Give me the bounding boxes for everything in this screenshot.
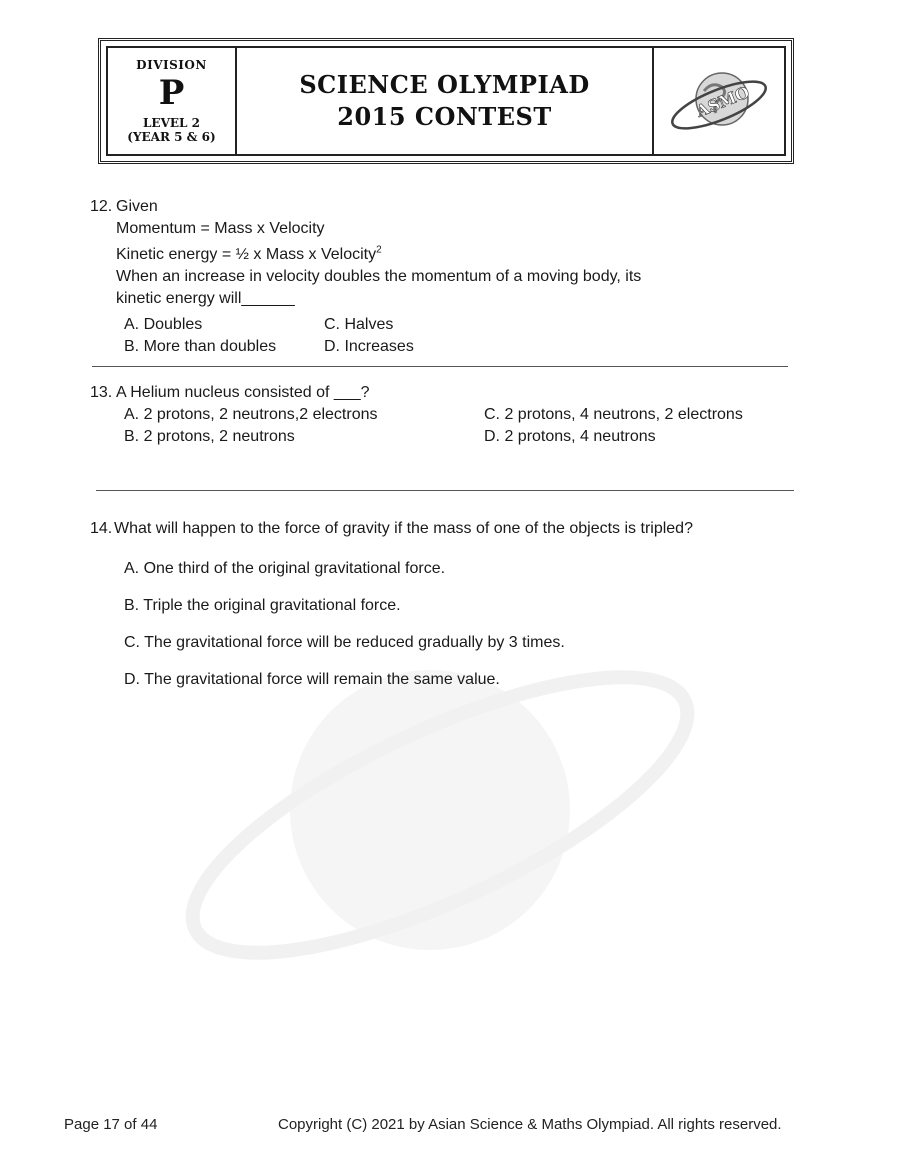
- copyright-notice: Copyright (C) 2021 by Asian Science & Maths Olympiad. All rights reserved.: [278, 1116, 782, 1133]
- answer-option[interactable]: A. Doubles: [124, 316, 203, 333]
- answer-option[interactable]: A. 2 protons, 2 neutrons,2 electrons: [124, 406, 378, 423]
- title-line-2: 2015 CONTEST: [337, 102, 552, 131]
- page-number: Page 17 of 44: [64, 1116, 158, 1133]
- svg-text:ASMO: ASMO: [693, 82, 753, 121]
- answer-option[interactable]: B. More than doubles: [124, 338, 277, 355]
- logo-box: [654, 48, 784, 154]
- asmo-logo-icon: [664, 61, 774, 141]
- answer-option[interactable]: D. 2 protons, 4 neutrons: [484, 428, 656, 445]
- question-text: When an increase in velocity doubles the momentum of a moving body, its: [116, 268, 642, 285]
- answer-option[interactable]: B. 2 protons, 2 neutrons: [124, 428, 295, 445]
- answer-option[interactable]: C. 2 protons, 4 neutrons, 2 electrons: [484, 406, 743, 423]
- question-text: What will happen to the force of gravity if the mass of one of the objects is tripled?: [114, 520, 693, 537]
- question-number: 12.: [90, 198, 113, 215]
- question-13: [90, 382, 743, 448]
- title-line-1: SCIENCE OLYMPIAD: [299, 70, 590, 99]
- answer-option[interactable]: C. The gravitational force will be reduced gradually by 3 times.: [124, 634, 565, 651]
- question-number: 13.: [90, 384, 113, 401]
- formula-kinetic-energy: Kinetic energy = ½ x Mass x Velocity$^2$: [116, 244, 382, 263]
- question-14: [90, 518, 693, 691]
- question-text: A Helium nucleus consisted of ___?: [116, 384, 370, 401]
- formula-momentum: Momentum = Mass x Velocity: [116, 220, 325, 237]
- answer-option[interactable]: B. Triple the original gravitational force.: [124, 597, 401, 614]
- question-number: 14.: [90, 520, 113, 537]
- division-label: DIVISION: [136, 58, 207, 72]
- level-line-1: LEVEL 2: [142, 116, 200, 130]
- separator-line: [96, 490, 794, 491]
- question-text-cont: kinetic energy will______: [116, 290, 295, 307]
- answer-option[interactable]: A. One third of the original gravitational force.: [124, 560, 446, 577]
- answer-option[interactable]: D. Increases: [324, 338, 414, 355]
- answer-option[interactable]: C. Halves: [324, 316, 394, 333]
- division-box: [108, 48, 237, 154]
- answer-option[interactable]: D. The gravitational force will remain the same value.: [124, 671, 500, 688]
- header-inner-frame: [106, 46, 786, 156]
- question-lead: Given: [116, 198, 158, 215]
- division-letter: P: [158, 73, 185, 113]
- level-line-2: (YEAR 5 & 6): [127, 130, 216, 144]
- separator-line: [92, 366, 788, 367]
- contest-header: [98, 38, 794, 164]
- contest-title: [237, 48, 654, 154]
- question-12: [90, 196, 641, 358]
